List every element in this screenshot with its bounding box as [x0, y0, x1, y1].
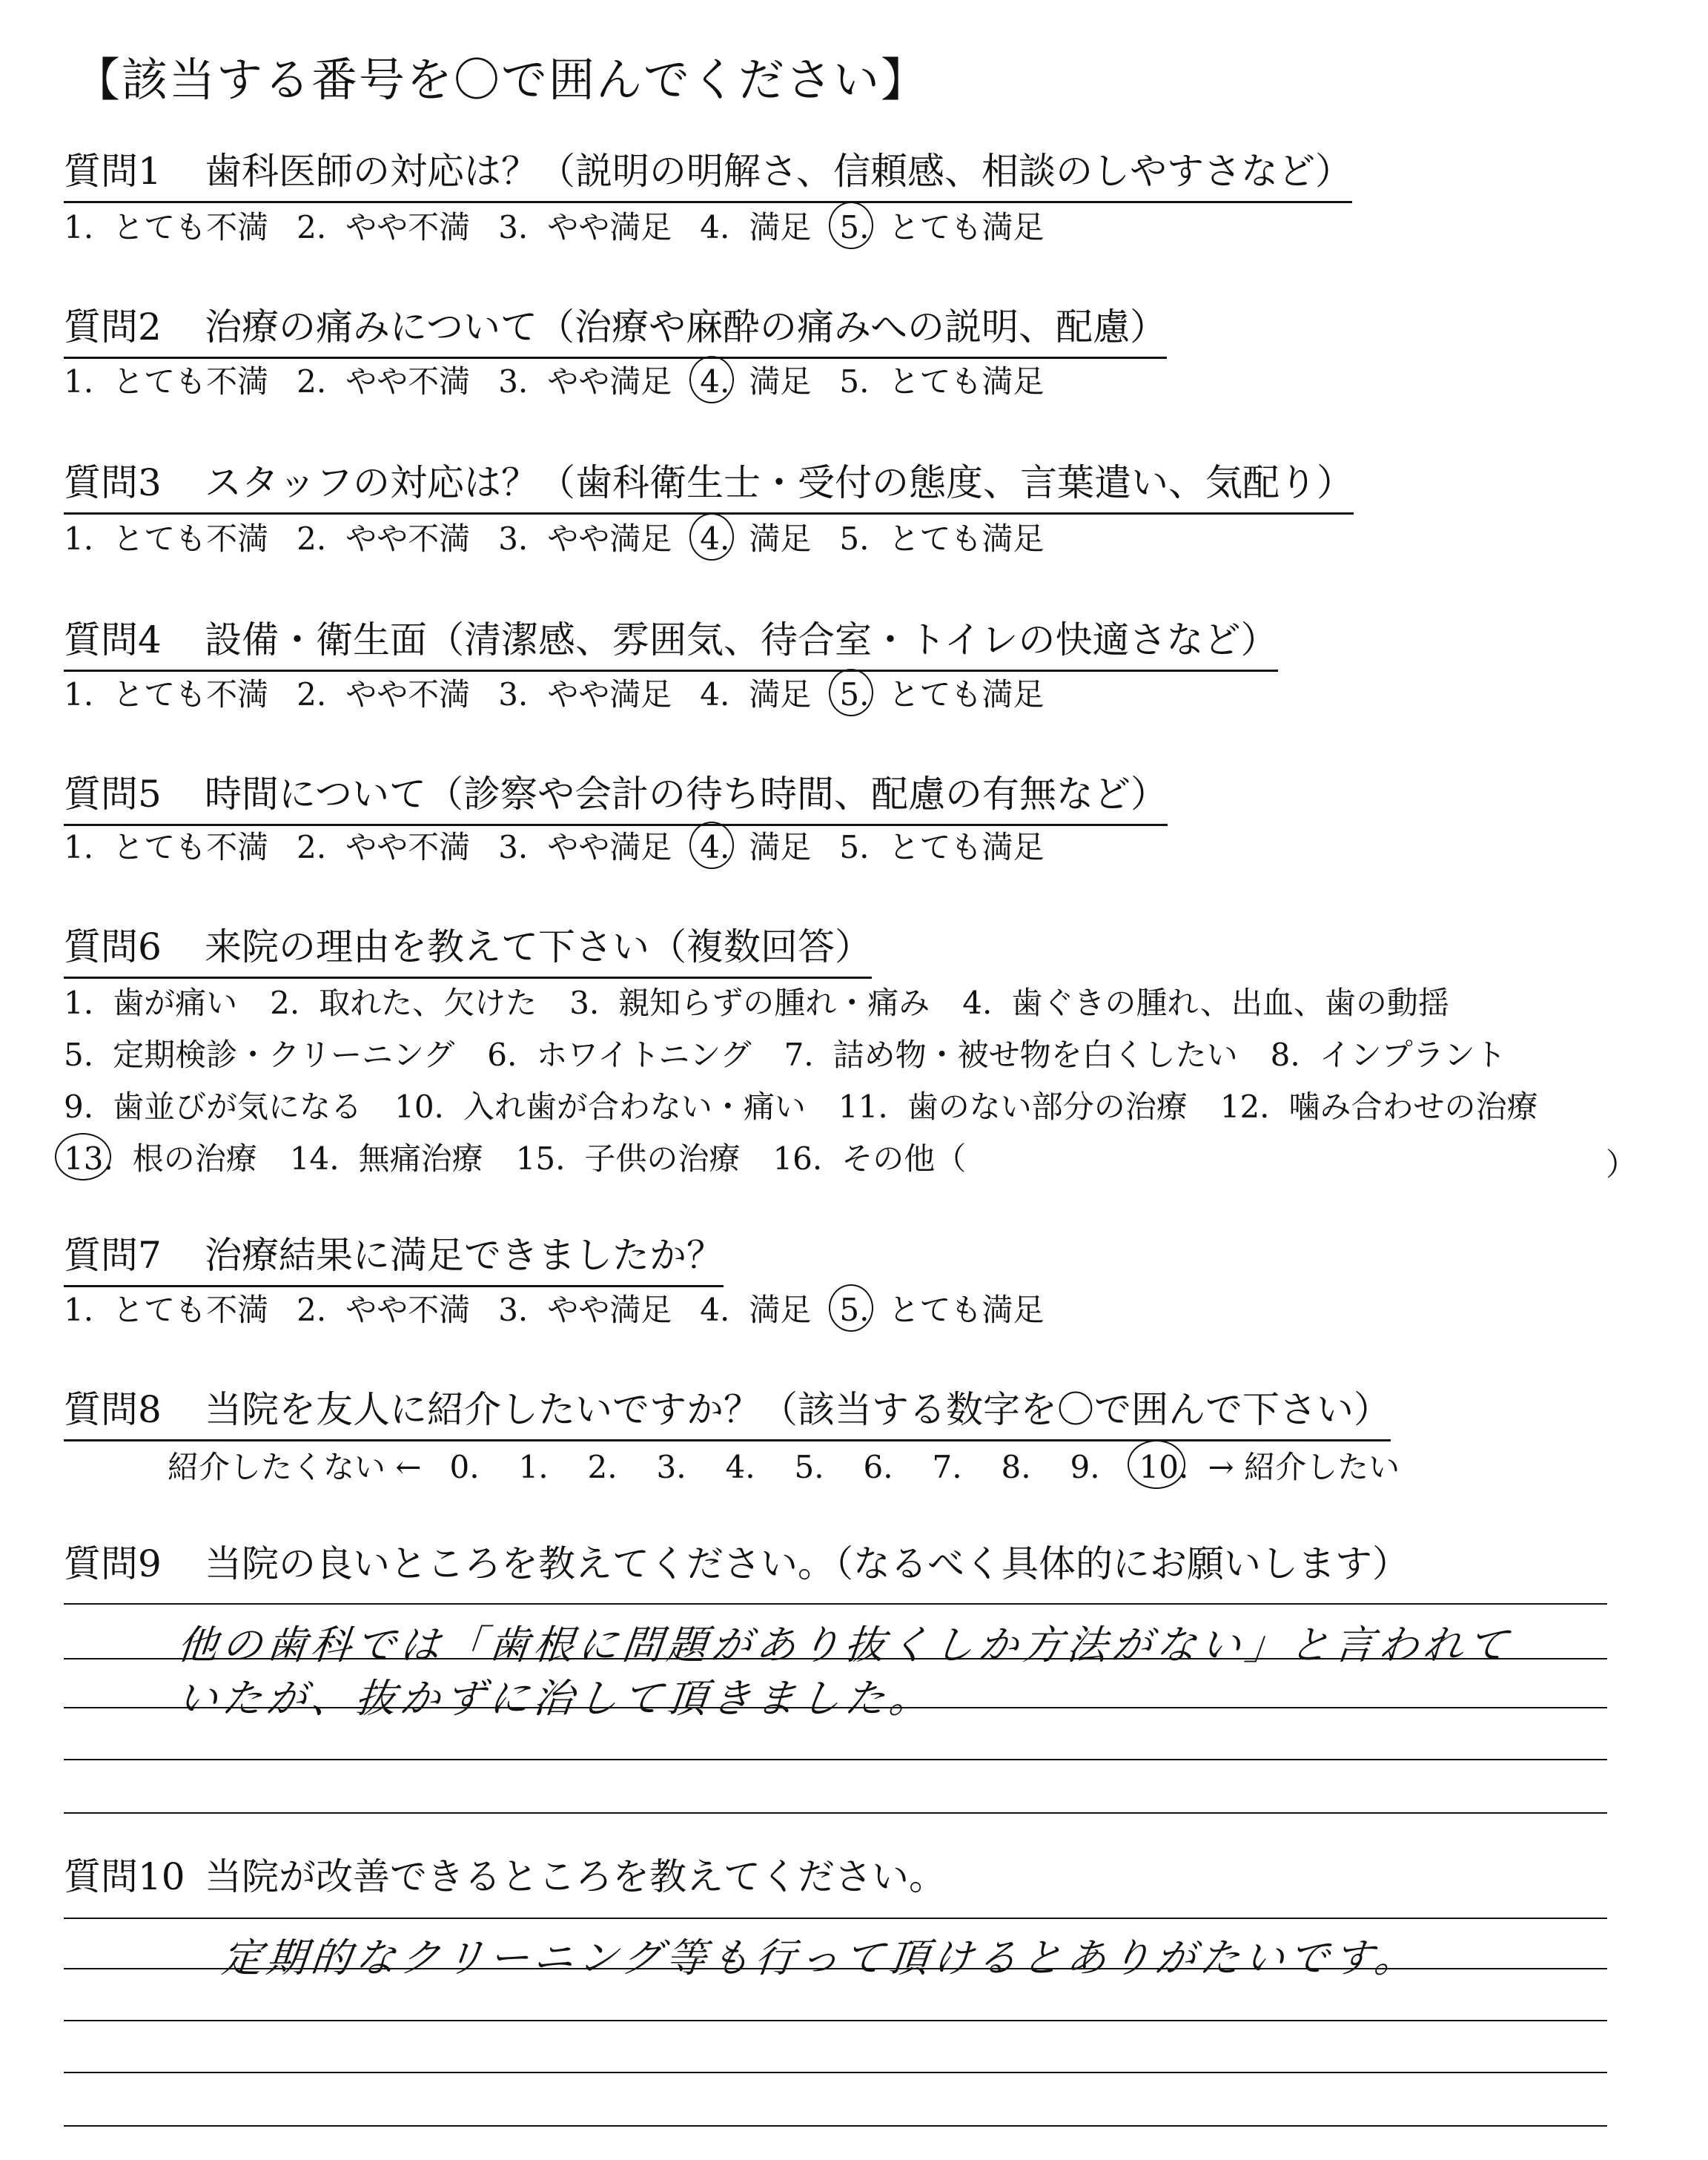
question-10-title: 質問10 当院が改善できるところを教えてください。	[64, 1855, 946, 1898]
reason-option-10[interactable]	[394, 1089, 806, 1126]
question-2-options[interactable]	[64, 363, 1072, 400]
answer-line	[64, 1968, 1607, 1969]
option-number: 1.	[64, 985, 94, 1021]
option-1[interactable]	[64, 363, 268, 400]
option-2[interactable]	[297, 209, 470, 246]
reason-option-14[interactable]	[290, 1140, 483, 1178]
option-4[interactable]	[700, 1292, 811, 1329]
option-number: 3.	[498, 676, 529, 713]
option-label: 歯が痛い	[113, 985, 238, 1021]
option-1[interactable]	[64, 829, 268, 866]
scale-point-2[interactable]: 2.	[587, 1449, 618, 1485]
question-2-title: 質問2 治療の痛みについて（治療や麻酔の痛みへの説明、配慮）	[64, 304, 1167, 359]
option-number: 2.	[297, 1292, 327, 1328]
option-label: とても満足	[888, 829, 1045, 865]
option-number: 1.	[64, 1292, 94, 1328]
option-number: 4.	[700, 363, 730, 400]
question-8-title: 質問8 当院を友人に紹介したいですか？（該当する数字を〇で囲んで下さい）	[64, 1387, 1391, 1441]
option-number: 4.	[700, 521, 730, 557]
option-number: 1.	[64, 363, 94, 400]
answer-line	[64, 2020, 1607, 2021]
other-close-paren: ）	[1606, 1146, 1638, 1183]
option-label: とても不満	[113, 829, 269, 865]
scale-point-3[interactable]: 3.	[656, 1449, 686, 1485]
answer-line	[64, 2125, 1607, 2127]
option-label: とても不満	[113, 363, 269, 400]
option-number: 4.	[700, 676, 730, 713]
option-label: 歯のない部分の治療	[907, 1089, 1188, 1125]
option-2[interactable]	[297, 1292, 470, 1329]
option-number: 5.	[839, 363, 870, 400]
question-9-title: 質問9 当院の良いところを教えてください。（なるべく具体的にお願いします）	[64, 1542, 1409, 1585]
option-label: やや満足	[547, 829, 672, 865]
option-label: とても不満	[113, 209, 269, 245]
reason-option-2[interactable]	[270, 985, 537, 1022]
reason-option-15[interactable]	[516, 1140, 741, 1178]
option-label: やや満足	[547, 676, 672, 713]
option-number: 3.	[498, 829, 529, 865]
option-label: やや満足	[547, 1292, 672, 1328]
scale-point-1[interactable]: 1.	[518, 1449, 549, 1485]
answer-line	[64, 1658, 1607, 1659]
reason-option-16[interactable]	[772, 1140, 966, 1178]
option-label: やや満足	[547, 209, 672, 245]
option-number: 1.	[64, 209, 94, 245]
question-1-title: 質問1 歯科医師の対応は？（説明の明解さ、信頼感、相談のしやすさなど）	[64, 148, 1352, 203]
reason-option-1[interactable]	[64, 985, 237, 1022]
scale-left-label: 紹介したくない ←	[168, 1449, 422, 1485]
option-label: 満足	[749, 209, 812, 245]
option-label: その他（	[841, 1140, 967, 1177]
option-number: 6.	[487, 1037, 517, 1073]
answer-line	[64, 1707, 1607, 1708]
option-label: 定期検診・クリーニング	[113, 1037, 455, 1073]
option-label: ホワイトニング	[536, 1037, 752, 1073]
question-10-answer-line-1[interactable]: 定期的なクリーニング等も行って頂けるとありがたいです。	[219, 1935, 1422, 1981]
option-number: 1.	[64, 676, 94, 713]
option-2[interactable]	[297, 829, 470, 866]
option-label: とても満足	[888, 1292, 1045, 1328]
option-number: 15.	[515, 1140, 566, 1177]
option-2[interactable]	[297, 521, 470, 558]
question-5-title: 質問5 時間について（診察や会計の待ち時間、配慮の有無など）	[64, 771, 1168, 826]
option-number: 2.	[297, 521, 327, 557]
question-6-row-3[interactable]	[64, 1089, 1571, 1126]
option-label: 子供の治療	[584, 1140, 741, 1177]
scale-point-8[interactable]: 8.	[1001, 1449, 1031, 1485]
option-label: 歯ぐきの腫れ、出血、歯の動揺	[1011, 985, 1449, 1021]
option-number: 8.	[1270, 1037, 1300, 1073]
reason-option-12[interactable]	[1220, 1089, 1538, 1126]
option-label: 詰め物・被せ物を白くしたい	[833, 1037, 1238, 1073]
question-7-options[interactable]	[64, 1292, 1072, 1329]
option-label: 歯並びが気になる	[113, 1089, 363, 1125]
option-label: やや不満	[345, 676, 471, 713]
option-number: 2.	[297, 209, 327, 245]
option-label: やや不満	[345, 363, 471, 400]
option-label: 満足	[749, 829, 812, 865]
option-number: 16.	[772, 1140, 823, 1177]
answer-line	[64, 1603, 1607, 1605]
scale-point-7[interactable]: 7.	[932, 1449, 962, 1485]
option-label: とても不満	[113, 1292, 269, 1328]
option-label: とても不満	[113, 521, 269, 557]
option-number: 13.	[64, 1140, 113, 1177]
option-label: 取れた、欠けた	[319, 985, 537, 1021]
reason-option-7[interactable]	[784, 1037, 1238, 1074]
scale-right-label: → 紹介したい	[1208, 1449, 1400, 1485]
option-number: 5.	[839, 209, 870, 245]
option-number: 14.	[289, 1140, 340, 1177]
question-9-answer-line-1[interactable]: 他の歯科では「歯根に問題があり抜くしか方法がない」と言われて	[175, 1622, 1515, 1668]
scale-point-4[interactable]: 4.	[725, 1449, 755, 1485]
option-number: 4.	[962, 985, 993, 1021]
question-4-options[interactable]	[64, 676, 1072, 713]
option-label: やや満足	[547, 521, 672, 557]
question-3-title: 質問3 スタッフの対応は？（歯科衛生士・受付の態度、言葉遣い、気配り）	[64, 460, 1354, 515]
option-label: やや満足	[547, 363, 672, 400]
option-number: 2.	[297, 363, 327, 400]
option-label: とても満足	[888, 676, 1045, 713]
option-1[interactable]	[64, 521, 268, 558]
option-number: 3.	[498, 521, 529, 557]
option-label: やや不満	[345, 521, 471, 557]
option-number: 3.	[569, 985, 600, 1021]
scale-point-6[interactable]: 6.	[863, 1449, 893, 1485]
option-number: 2.	[297, 829, 327, 865]
option-5[interactable]	[839, 521, 1044, 558]
option-number: 4.	[700, 829, 730, 865]
option-number: 4.	[700, 1292, 730, 1328]
scale-point-5[interactable]: 5.	[794, 1449, 824, 1485]
option-number: 2.	[270, 985, 300, 1021]
form-header: 【該当する番号を〇で囲んでください】	[74, 53, 929, 107]
reason-option-3[interactable]	[569, 985, 930, 1022]
option-2[interactable]	[297, 363, 470, 400]
option-4[interactable]	[700, 521, 811, 558]
option-4[interactable]	[700, 676, 811, 713]
option-label: とても満足	[888, 521, 1045, 557]
option-label: 噛み合わせの治療	[1288, 1089, 1538, 1125]
scale-point-9[interactable]: 9.	[1070, 1449, 1100, 1485]
option-number: 3.	[498, 1292, 529, 1328]
option-number: 5.	[839, 1292, 870, 1328]
option-number: 1.	[64, 829, 94, 865]
option-label: 親知らずの腫れ・痛み	[618, 985, 930, 1021]
option-3[interactable]	[498, 676, 672, 713]
option-label: 無痛治療	[358, 1140, 483, 1177]
option-number: 5.	[64, 1037, 94, 1073]
option-4[interactable]	[700, 209, 811, 246]
option-5[interactable]	[839, 209, 1044, 246]
question-1-options[interactable]	[64, 209, 1072, 246]
question-7-title: 質問7 治療結果に満足できましたか？	[64, 1232, 724, 1287]
option-label: 満足	[749, 363, 812, 400]
question-4-title: 質問4 設備・衛生面（清潔感、雰囲気、待合室・トイレの快適さなど）	[64, 617, 1278, 672]
option-label: 入れ歯が合わない・痛い	[463, 1089, 806, 1125]
option-label: インプラント	[1319, 1037, 1506, 1073]
reason-option-13[interactable]	[64, 1140, 257, 1178]
question-6-row-2[interactable]	[64, 1037, 1539, 1074]
answer-line	[64, 1812, 1607, 1814]
option-5[interactable]	[839, 363, 1044, 400]
option-5[interactable]	[839, 829, 1044, 866]
option-label: とても不満	[113, 676, 269, 713]
question-5-options[interactable]	[64, 829, 1072, 866]
option-number: 7.	[784, 1037, 814, 1073]
option-4[interactable]	[700, 363, 811, 400]
option-label: 根の治療	[132, 1140, 257, 1177]
option-number: 5.	[839, 676, 870, 713]
option-number: 2.	[297, 676, 327, 713]
option-label: やや不満	[345, 209, 471, 245]
reason-option-9[interactable]	[64, 1089, 362, 1126]
option-label: やや不満	[345, 1292, 471, 1328]
option-4[interactable]	[700, 829, 811, 866]
option-label: 満足	[749, 1292, 812, 1328]
answer-line	[64, 2072, 1607, 2073]
option-number: 12.	[1219, 1089, 1270, 1125]
option-label: とても満足	[888, 363, 1045, 400]
reason-option-8[interactable]	[1271, 1037, 1506, 1074]
reason-option-6[interactable]	[487, 1037, 751, 1074]
option-label: 満足	[749, 521, 812, 557]
option-number: 3.	[498, 363, 529, 400]
option-number: 3.	[498, 209, 529, 245]
option-5[interactable]	[839, 1292, 1044, 1329]
option-3[interactable]	[498, 521, 672, 558]
answer-line	[64, 1918, 1607, 1919]
question-8-scale[interactable]	[168, 1449, 1428, 1486]
option-label: やや不満	[345, 829, 471, 865]
question-6-title: 質問6 来院の理由を教えて下さい（複数回答）	[64, 924, 872, 979]
question-6-row-1[interactable]	[64, 985, 1482, 1022]
question-3-options[interactable]	[64, 521, 1072, 558]
option-number: 5.	[839, 829, 870, 865]
option-number: 5.	[839, 521, 870, 557]
option-label: 満足	[749, 676, 812, 713]
option-number: 9.	[64, 1089, 94, 1125]
reason-option-5[interactable]	[64, 1037, 454, 1074]
option-number: 1.	[64, 521, 94, 557]
option-3[interactable]	[498, 363, 672, 400]
option-2[interactable]	[297, 676, 470, 713]
scale-point-10[interactable]: 10.	[1139, 1449, 1208, 1486]
question-6-row-4[interactable]	[64, 1140, 999, 1178]
option-number: 10.	[394, 1089, 444, 1125]
option-label: とても満足	[888, 209, 1045, 245]
answer-line	[64, 1759, 1607, 1760]
question-9-answer-line-2[interactable]: いたが、抜かずに治して頂きました。	[175, 1675, 936, 1722]
option-3[interactable]	[498, 829, 672, 866]
option-3[interactable]	[498, 209, 672, 246]
option-1[interactable]	[64, 676, 268, 713]
reason-option-11[interactable]	[838, 1089, 1188, 1126]
option-number: 4.	[700, 209, 730, 245]
option-number: 11.	[838, 1089, 888, 1125]
option-1[interactable]	[64, 209, 268, 246]
option-3[interactable]	[498, 1292, 672, 1329]
reason-option-4[interactable]	[962, 985, 1449, 1022]
scale-point-0[interactable]: 0.	[449, 1449, 480, 1485]
option-1[interactable]	[64, 1292, 268, 1329]
option-5[interactable]	[839, 676, 1044, 713]
